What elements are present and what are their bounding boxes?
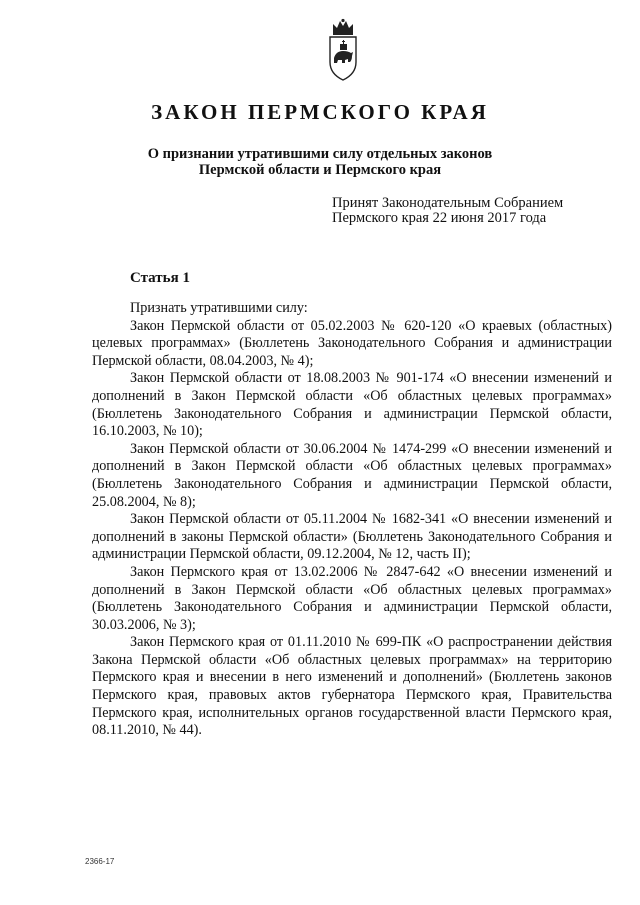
article-paragraph: Закон Пермского края от 01.11.2010 № 699-ПК «О распространении действия Закона Пермской области «Об областных целевых программах» на территорию Пермского края и внесении в него изменений и дополнений» (Бюллетень законов Пермского края, правовых актов губернатора Пермского края, Правительства Пермского края, исполнительных органов государственной власти Пермского края, 08.11.2010, № 44).	[92, 634, 612, 739]
subtitle-line: Пермской области и Пермского края	[198, 162, 442, 178]
adoption-line: Принят Законодательным Собранием	[332, 195, 564, 211]
article-title: Статья 1	[130, 270, 190, 286]
article-body	[92, 300, 612, 740]
adoption-note	[332, 196, 563, 226]
law-title: ЗАКОН ПЕРМСКОГО КРАЯ	[151, 100, 489, 124]
article-paragraph: Закон Пермской области от 30.06.2004 № 1474-299 «О внесении изменений и дополнений в Закон Пермской области «Об областных целевых программах» (Бюллетень Законодательного Собрания и администрации Пермской области, 25.08.2004, № 8);	[92, 440, 612, 510]
article-paragraph: Закон Пермской области от 05.11.2004 № 1682-341 «О внесении изменений и дополнений в законы Пермской области» (Бюллетень Законодательного Собрания и администрации Пермской области, 09.12.2004, № 12, часть II);	[92, 511, 612, 563]
article-paragraph: Закон Пермской области от 05.02.2003 № 620-120 «О краевых (областных) целевых программах» (Бюллетень Законодательного Собрания и администрации Пермской области, 08.04.2003, № 4);	[92, 317, 612, 369]
article-paragraph: Закон Пермского края от 13.02.2006 № 2847-642 «О внесении изменений и дополнений в Закон Пермской области «Об областных целевых программах» (Бюллетень Законодательного Собрания и администрации Пермской области, 30.03.2006, № 3);	[92, 563, 612, 633]
law-subtitle	[0, 146, 640, 178]
subtitle-line: О признании утратившими силу отдельных законов	[147, 146, 493, 162]
coat-of-arms-icon	[324, 18, 362, 82]
article-intro: Признать утратившими силу:	[130, 300, 308, 316]
article-paragraph: Закон Пермской области от 18.08.2003 № 901-174 «О внесении изменений и дополнений в Закон Пермской области «Об областных целевых программах» (Бюллетень Законодательного Собрания и администрации Пермской области, 16.10.2003, № 10);	[92, 370, 612, 440]
document-number: 2366-17	[85, 857, 115, 866]
adoption-line: Пермского края 22 июня 2017 года	[332, 210, 547, 226]
